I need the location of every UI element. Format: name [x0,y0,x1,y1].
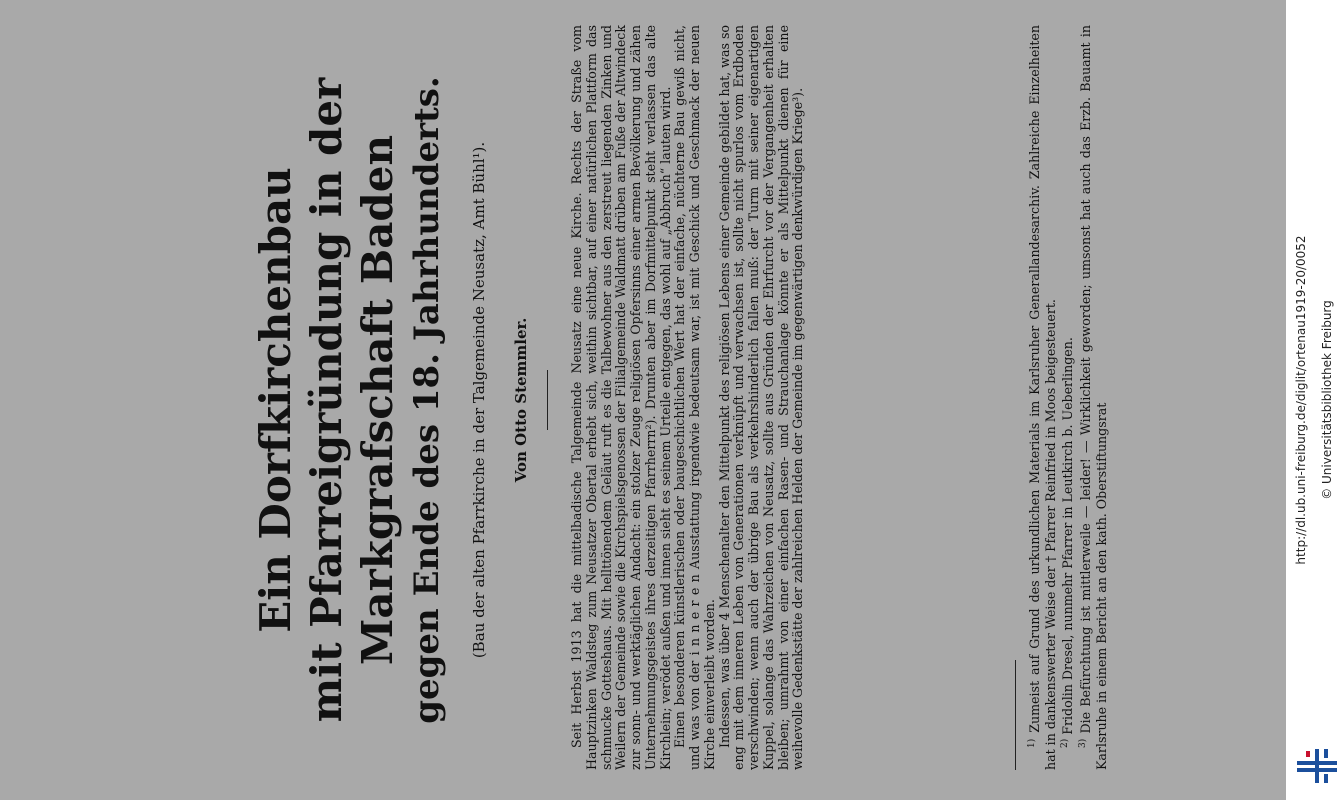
credit-text-block [1286,0,1344,800]
article-title [251,40,447,760]
library-credit: © Universitätsbibliothek Freiburg [1320,300,1334,500]
footnote-mark-1: 1) [1027,738,1037,748]
source-url-link[interactable]: http://dl.ub.uni-freiburg.de/diglit/ortenau1919-20/0052 [1294,235,1308,565]
credit-container [1286,0,1344,800]
footnote-mark-2: 2) [1060,738,1071,748]
subtitle: (Bau der alten Pfarrkirche in der Talgemeinde Neusatz, Amt Bühl¹). [470,141,488,659]
footnote-text-3: Die Befürchtung ist mittlerweile — leider! — Wirklichkeit geworden; umsonst hat auch das Erzb. Bauamt in Karlsruhe in einem Bericht an den kath. Oberstiftungsrat [1078,25,1109,770]
footnote-text-2: Fridolin Dresel, nunmehr Pfarrer in Leutkirch b. Ueberlingen. [1060,337,1076,735]
footnote-mark-3: 3) [1077,738,1088,748]
title-line-4: gegen Ende des 18. Jahrhunderts. [407,76,447,724]
title-line-2: mit Pfarreigründung in der [302,77,351,723]
title-line-1: Ein Dorfkirchenbau [251,167,300,633]
footnotes [1025,25,1109,770]
footnote-1 [1025,25,1058,770]
footnote-3 [1076,25,1109,770]
title-line-3: Markgrafschaft Baden [353,134,402,666]
footnote-2 [1058,25,1076,770]
university-library-logo-icon [1295,745,1339,785]
body-paragraph-1: Seit Herbst 1913 hat die mittelbadische Talgemeinde Neusatz eine neue Kirche. Rechts der Straße vom Hauptzinken Waldsteg zum Neusatzer Obertal erhebt sich, weithin sichtbar, auf einer natürlichen Plattform das schmucke Gotteshaus. Mit hellttönendem Geläut ruft es die Talbewohner aus den zerstreut liegenden Zinken und Weilern der Gemeinde sowie die Kirchspielsgenossen der Filialgemeinde Waldmatt drüben am Fuße der Altwindeck zur sonn- und werktäglichen Andacht: ein stolzer Zeuge religiösen Opfersinns einer armen Bevölkerung und zähen Unternehmungsgeistes ihres derzeitigen Pfarrherrn²). Drunten aber im Dorfmittelpunkt steht verlassen das alte Kirchlein; verödet außen und innen sieht es seinem Urteile entgegen, das wohl auf „Abbruch“ lauten wird. [569,25,673,770]
footnote-text-1: Zumeist auf Grund des urkundlichen Materials im Karlsruher Generallandesarchiv. Zahlreiche Einzelheiten hat in dankenswerter Weise der † Pfarrer Reinfried in Moos beigesteuert. [1027,25,1058,770]
title-separator [547,370,548,430]
body-paragraph-2: Einen besonderen künstlerischen oder baugeschichtlichen Wert hat der einfache, nüchterne Bau gewiß nicht, und was von der i n n e r e n Ausstattung irgendwie bedeutsam war, ist mit Geschick und Geschmack der neuen Kirche einverleibt worden. [672,25,717,770]
article-body [570,25,806,770]
body-paragraph-3: Indessen, was über 4 Menschenalter den Mittelpunkt des religiösen Lebens einer Gemeinde gebildet hat, was so eng mit dem inneren Leben von Generationen verknüpft und verwachsen ist, sollte nicht spurlos vom Erdboden verschwinden; wenn auch der übrige Bau als verkehrshinderlich fallen muß: der Turm mit seiner eigenartigen Kuppel, solange das Wahrzeichen von Neusatz, sollte aus Gründen der Ehrfurcht vor der Vergangenheit erhalten bleiben; umrahmt von einer einfachen Rasen- und Strauchanlage könnte er als Mittelpunkt dienen für eine weihevolle Gedenkstätte der zahlreichen Helden der Gemeinde im gegenwärtigen denkwürdigen Kriege³). [716,25,806,770]
author-line: Von Otto Stemmler. [512,317,530,483]
footnote-separator [1015,660,1016,770]
